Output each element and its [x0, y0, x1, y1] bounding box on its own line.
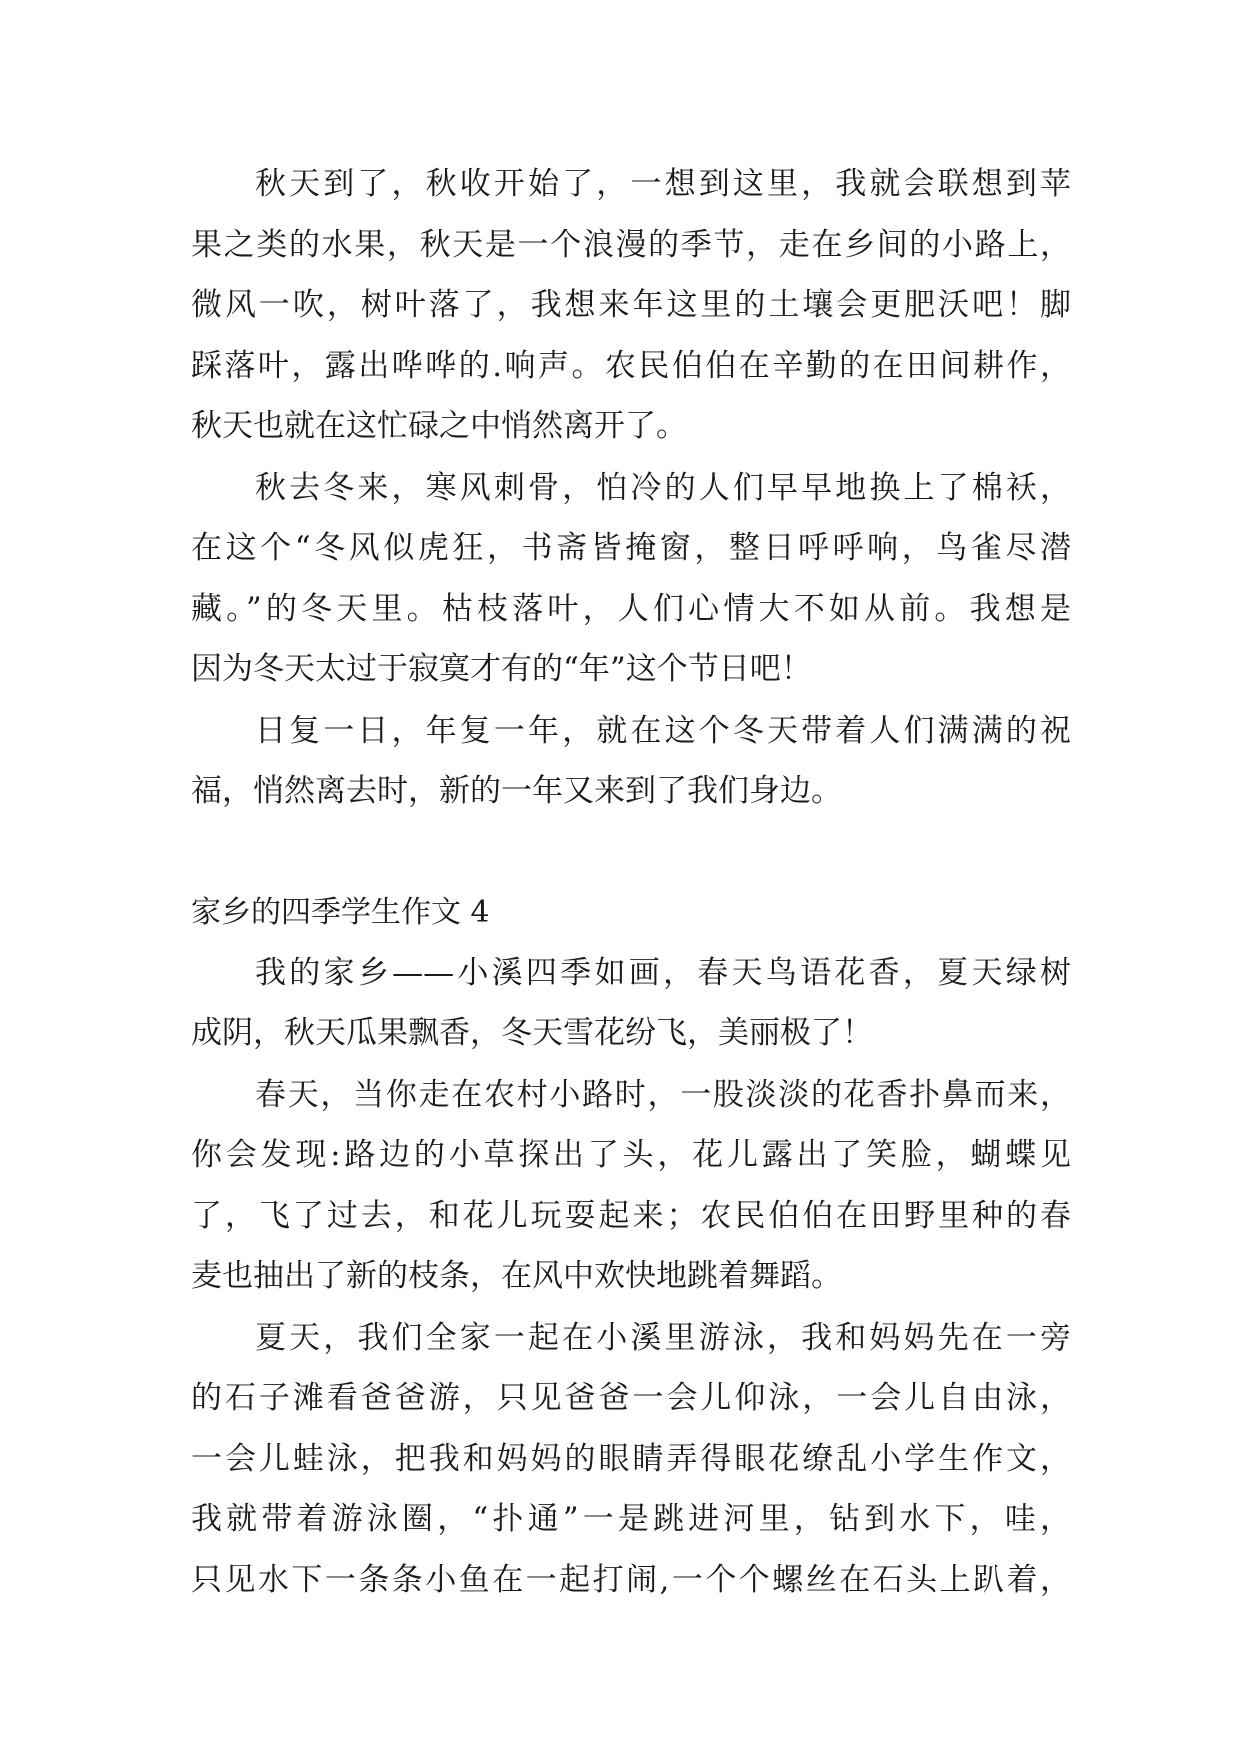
paragraph-line: 踩落叶，露出哗哗的.响声。农民伯伯在辛勤的在田间耕作，: [191, 348, 1071, 384]
paragraph-line: 藏。”的冬天里。枯枝落叶，人们心情大不如从前。我想是: [191, 591, 1071, 627]
paragraph-line: 日复一日，年复一年，就在这个冬天带着人们满满的祝: [255, 713, 1071, 749]
paragraph-line: 果之类的水果，秋天是一个浪漫的季节，走在乡间的小路上，: [191, 227, 1071, 263]
paragraph-line: 秋天到了，秋收开始了，一想到这里，我就会联想到苹: [255, 166, 1071, 202]
paragraph-line: 一会儿蛙泳，把我和妈妈的眼睛弄得眼花缭乱小学生作文，: [191, 1441, 1071, 1477]
paragraph-line: 秋去冬来，寒风刺骨，怕冷的人们早早地换上了棉袄，: [255, 470, 1071, 506]
paragraph-line: 你会发现:路边的小草探出了头，花儿露出了笑脸，蝴蝶见: [191, 1137, 1071, 1173]
paragraph-line: 春天，当你走在农村小路时，一股淡淡的花香扑鼻而来，: [255, 1077, 1071, 1113]
paragraph-line: 我就带着游泳圈，“扑通”一是跳进河里，钻到水下，哇，: [191, 1501, 1071, 1537]
paragraph-line: 的石子滩看爸爸游，只见爸爸一会儿仰泳，一会儿自由泳，: [191, 1380, 1071, 1416]
paragraph-line: 福，悄然离去时，新的一年又来到了我们身边。: [191, 773, 842, 809]
paragraph-line: 因为冬天太过于寂寞才有的“年”这个节日吧！: [191, 651, 812, 687]
paragraph-line: 成阴，秋天瓜果飘香，冬天雪花纷飞，美丽极了！: [191, 1015, 873, 1051]
paragraph-line: 在这个“冬风似虎狂，书斋皆掩窗，整日呼呼响，鸟雀尽潜: [191, 530, 1071, 566]
essay-heading: 家乡的四季学生作文 4: [191, 895, 490, 930]
paragraph-line: 夏天，我们全家一起在小溪里游泳，我和妈妈先在一旁: [255, 1320, 1071, 1356]
paragraph-line: 麦也抽出了新的枝条，在风中欢快地跳着舞蹈。: [191, 1258, 842, 1294]
paragraph-line: 我的家乡——小溪四季如画，春天鸟语花香，夏天绿树: [255, 955, 1071, 991]
paragraph-line: 只见水下一条条小鱼在一起打闹,一个个螺丝在石头上趴着，: [191, 1562, 1071, 1598]
paragraph-line: 了，飞了过去，和花儿玩耍起来；农民伯伯在田野里种的春: [191, 1198, 1071, 1234]
paragraph-line: 微风一吹，树叶落了，我想来年这里的土壤会更肥沃吧！脚: [191, 287, 1071, 323]
paragraph-line: 秋天也就在这忙碌之中悄然离开了。: [191, 408, 687, 444]
